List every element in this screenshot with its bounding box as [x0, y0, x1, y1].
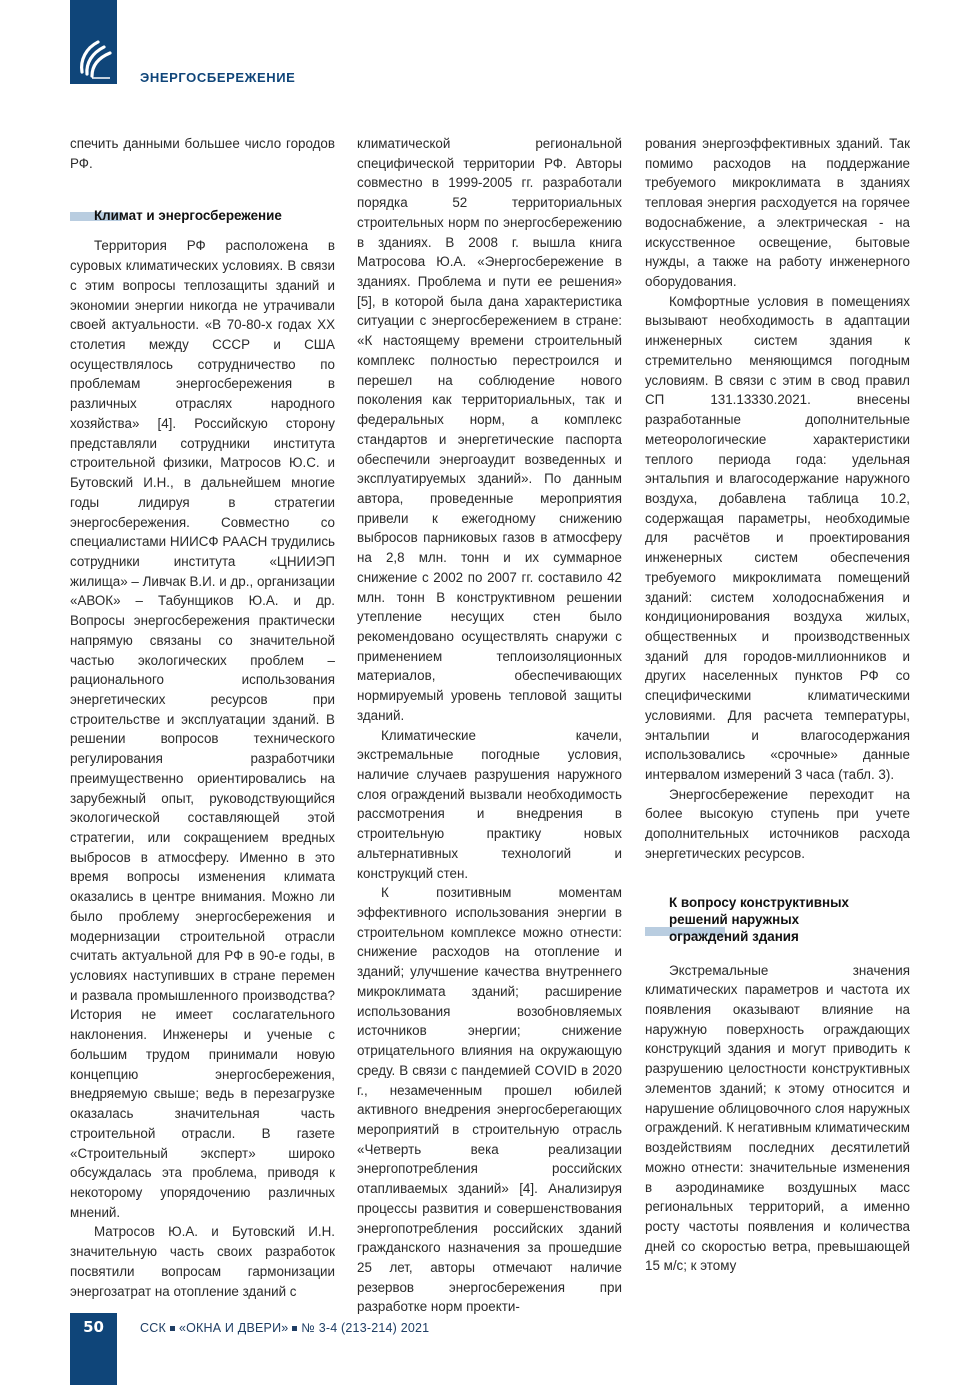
paragraph: Климатические качели, экстремальные погодные условия, наличие случаев разрушения наружного слоя ограждений вызвали необходимость рассмотрения и внедрения в строительную практику новых альтернативных технологий и конструкций стен. — [357, 727, 622, 881]
issue-info: № 3-4 (213-214) 2021 — [301, 1321, 430, 1335]
paragraph: Энергосбережение переходит на более высокую ступень при учете дополнительных источников расхода энергетических ресурсов. — [645, 786, 910, 861]
paragraph: Комфортные условия в помещениях вызывают необходимость в адаптации инженерных систем здания к стремительно меняющимся погодным условиям. В связи с этим в свод правил СП 131.13330.2021. внесены разработанные дополнительные метеорологические характеристики теплого периода года: удельная энтальпия и влагосодержание наружного воздуха, добавлена таблица 10.2, содержащая параметры, необходимые для расчётов и проектирования инженерных систем обеспечения требуемого микроклимата помещений зданий: систем холодоснабжения и кондиционирования воздуха жилых, общественных и производственных зданий для городов-миллионников и других населенных пунктов РФ со специфическими климатическими условиями. Для расчета температуры, энтальпии и влагосодержания использовались «срочные» данные интервалом измерений 3 часа (табл. 3). — [645, 293, 910, 782]
paragraph: Матросов Ю.А. и Бутовский И.Н. значительную часть своих разработок посвятили вопросам гармонизации энергозатрат на отопление зданий с — [70, 1224, 335, 1299]
page-number: 50 — [83, 1318, 104, 1336]
separator-square-icon — [292, 1326, 297, 1331]
separator-square-icon — [170, 1326, 175, 1331]
text-column-3 — [645, 134, 910, 1276]
paragraph: Территория РФ расположена в суровых климатических условиях. В связи с этим вопросы теплозащиты зданий и экономии энергии никогда не утрачивали своей актуальности. «В 70-80-х годах XX столетия между СССР и США осуществлялось сотрудничество по проблемам энергосбережения в различных отраслях народного хозяйства» [4]. Российскую сторону представляли сотрудники института строительной физики, Матросов Ю.С. и Бутовский И.Н., в дальнейшем многие годы лидируя в стратегии энергосбережения. Совместно со специалистами НИИСФ РААСН трудились сотрудники института «ЦНИИЭП жилища» – Ливчак В.И. и др., организации «АВОК» – Табунщиков Ю.А. и др. Вопросы энергосбережения практически напрямую связаны со значительной частью экологических проблем – рационального использования энергетических ресурсов при строительстве и эксплуатации зданий. В решении вопросов технического регулирования разработчики преимущественно ориентировались на зарубежный опыт, руководствующийся экологической составляющей этой стратегии, или сокращением вредных выбросов в атмосферу. Именно в это время вопросы изменения климата оказались в центре внимания. Можно ли было проблему энергосбережения и модернизации строительной отрасли считать актуальной для РФ в 90-е годы, в условиях наступивших в стране перемен и развала промышленного производства? История не имеет сослагательного наклонения. Инженеры и ученые с большим трудом принимали новую концепцию энергосбережения, внедряемую свыше; ведь в перезагрузке оказалась значительная часть строительной отрасли. В газете «Строительный эксперт» широко обсуждалась эта проблема, приводя к некоторому упорядочению различных мнений. — [70, 238, 335, 1220]
paragraph: Экстремальные значения климатических параметров и частота их появления оказывают влияние на наружную поверхность ограждающих конструкций здания и могут приводить к разрушению целостности конструктивных элементов зданий; к этому относится и нарушение облицовочного слоя наружных ограждений. К негативным климатическим воздействиям последних десятилетий можно отнести: значительные изменения в аэродинамике воздушных масс региональных территорий, а именно росту частоты появления и количества дней со скоростью ветра, превышающей 15 м/с; к этому — [645, 962, 910, 1274]
section-heading-climate: Климат и энергосбережение — [70, 207, 335, 224]
text-column-1 — [70, 134, 335, 1301]
text-column-2 — [357, 134, 622, 1317]
section-heading-constructive: К вопросу конструктивных решений наружных ограждений здания — [645, 894, 910, 945]
paragraph: климатической региональной специфической территории РФ. Авторы совместно в 1999-2005 гг. разработали порядка 52 территориальных строительных норм по энергосбережению в зданиях. В 2008 г. вышла книга Матросова Ю.А. «Энергосбережение в зданиях. Проблема и пути ее решения» [5], в которой была дана характеристика ситуации с энергосбережением в стране: «К настоящему времени строительный комплекс полностью перестроился и перешел на соблюдение нового поколения как территориальных, так и федеральных норм, а комплекс стандартов и энергетические паспорта обеспечили энергоаудит возведенных и эксплуатируемых зданий». По данным автора, проведенные мероприятия привели к ежегодному снижению выбросов парниковых газов в атмосферу на 2,8 млн. тонн и их суммарное снижение с 2002 по 2007 гг. составило 42 млн. тонн В конструктивном решении утепление несущих стен было рекомендовано осуществлять снаружи с применением теплоизоляционных материалов, обеспечивающих нормируемый уровень тепловой защиты зданий. — [357, 136, 622, 723]
paragraph: рования энергоэффективных зданий. Так помимо расходов на поддержание требуемого микроклимата в зданиях тепловая энергия расходуется на горячее водоснабжение, а электрическая - на искусственное освещение, бытовые нужды, а также на работу инженерного оборудования. — [645, 136, 910, 290]
paragraph: К позитивным моментам эффективного использования энергии в строительном комплексе можно отнести: снижение расходов на отопление и зданий; улучшение качества внутреннего микроклимата зданий; расширение использования возобновляемых источников энергии; снижение отрицательного влияния на окружающую среду. В связи с пандемией COVID в 2020 г., незамеченным прошел юбилей активного внедрения энергосберегающих мероприятий в строительную отрасль «Четверть века реализации энергопотребления российских отапливаемых зданий» [4]. Анализируя процессы развития и совершенствования энергопотребления российских зданий гражданского назначения за прошедшие 25 лет, авторы отмечают наличие резервов энергосбережения при разработке норм проекти- — [357, 885, 622, 1315]
publisher: ССК — [140, 1321, 166, 1335]
paragraph: спечить данными большее число городов РФ. — [70, 136, 335, 171]
magazine-logo-icon — [74, 36, 114, 80]
footer-citation — [140, 1321, 429, 1335]
magazine-name: «ОКНА И ДВЕРИ» — [178, 1321, 289, 1335]
section-title: ЭНЕРГОСБЕРЕЖЕНИЕ — [140, 70, 296, 85]
